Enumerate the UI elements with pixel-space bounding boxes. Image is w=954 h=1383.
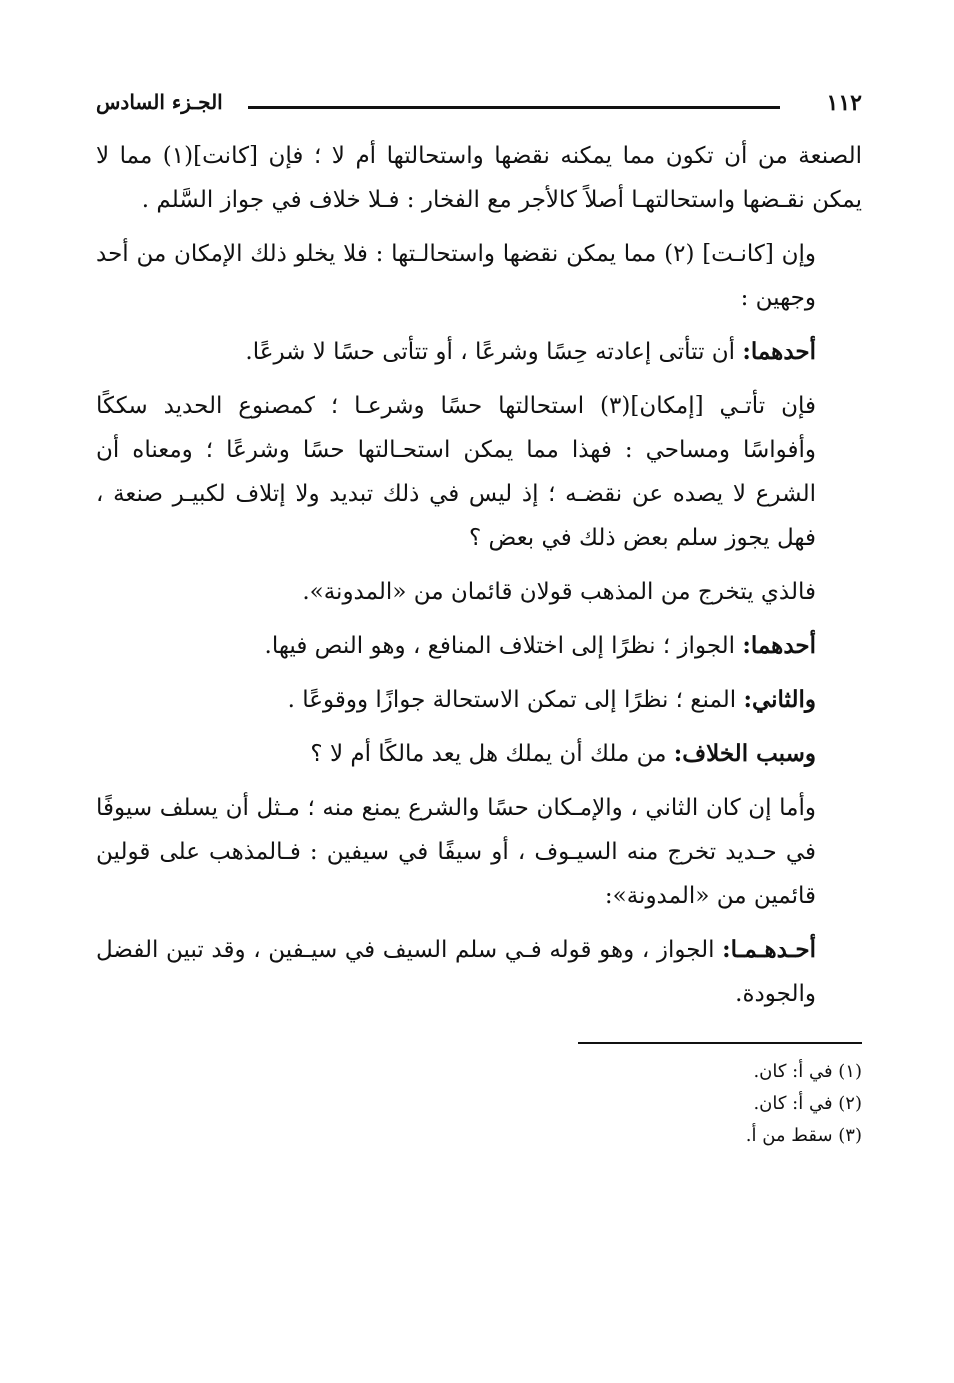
volume-title: الجـزء السادس xyxy=(96,90,223,114)
paragraph xyxy=(96,134,862,222)
paragraph-text: فالذي يتخرج من المذهب قولان قائمان من «المدونة». xyxy=(302,579,816,605)
paragraph-text: وإن [كانـت] (٢) مما يمكن نقضها واستحالـتها : فلا يخلو ذلك الإمكان من أحد وجهين : xyxy=(96,241,816,311)
footnote: (٢) في أ: كان. xyxy=(753,1093,862,1114)
paragraph-text: الجواز ؛ نظرًا إلى اختلاف المنافع ، وهو النص فيها. xyxy=(264,633,743,659)
footnote: (٣) سقط من أ. xyxy=(745,1125,862,1146)
paragraph-lead: أحدهما: xyxy=(742,338,816,365)
paragraph-text: من ملك أن يملك هل يعد مالكًا أم لا ؟ xyxy=(310,741,674,767)
document-page xyxy=(96,84,862,1314)
paragraph xyxy=(96,330,862,374)
paragraph-text: الصنعة من أن تكون مما يمكنه نقضها واستحالتها أم لا ؛ فإن [كانت](١) مما لا يمكن نقـضها واستحالتهـا أصلاً كالأجر مع الفخار : فـلا خلاف في جواز السَّلم . xyxy=(96,143,863,213)
header-rule xyxy=(248,106,780,109)
paragraph-text: أن تتأتى إعادته حِسًا وشرعًا ، أو تتأتى حسًا لا شرعًا. xyxy=(245,339,743,365)
page-number: ١١٢ xyxy=(826,90,862,116)
paragraph-text: فإن تأتـي [إمكان](٣) استحالتها حسًا وشرعـا ؛ كمصنوع الحديد سككًا وأفواسًا ومساحي : فهذا مما يمكن استحـالتها حسًا وشرعًا ؛ ومعناه أن الشرع لا يصده عن نقضـه ؛ إذ ليس في ذلك تبديد ولا إتلاف لكبيـر صنعة ، فهل يجوز سلم بعض ذلك في بعض ؟ xyxy=(96,393,816,551)
paragraph xyxy=(96,624,862,668)
paragraph xyxy=(96,928,862,1016)
footnotes xyxy=(96,1056,862,1152)
paragraph-text: المنع ؛ نظرًا إلى تمكن الاستحالة جوازًا ووقوعًا . xyxy=(287,687,744,713)
paragraph xyxy=(96,232,862,320)
page-header xyxy=(96,84,862,128)
paragraph xyxy=(96,786,862,918)
paragraph-text: الجواز ، وهو قوله فـي سلم السيف في سيـفين ، وقد تبين الفضل والجودة. xyxy=(96,937,816,1007)
footnote-rule xyxy=(578,1042,862,1044)
footnote: (١) في أ: كان. xyxy=(753,1061,862,1082)
paragraph-text: وأما إن كان الثاني ، والإمـكان حسًا والشرع يمنع منه ؛ مـثل أن يسلف سيوفًا في حـديد تخرج منه السيـوف ، أو سيفًا في سيفين : فـالمذهب على قولين قائمين من «المدونة»: xyxy=(96,795,816,909)
paragraph xyxy=(96,678,862,722)
body-text xyxy=(96,134,862,1016)
paragraph-lead: أحدهما: xyxy=(742,632,816,659)
paragraph-lead: وسبب الخلاف: xyxy=(673,740,816,767)
paragraph xyxy=(96,384,862,560)
paragraph xyxy=(96,570,862,614)
paragraph-lead: والثاني: xyxy=(743,686,816,713)
paragraph-lead: أحـدهـمـا: xyxy=(722,936,816,963)
paragraph xyxy=(96,732,862,776)
